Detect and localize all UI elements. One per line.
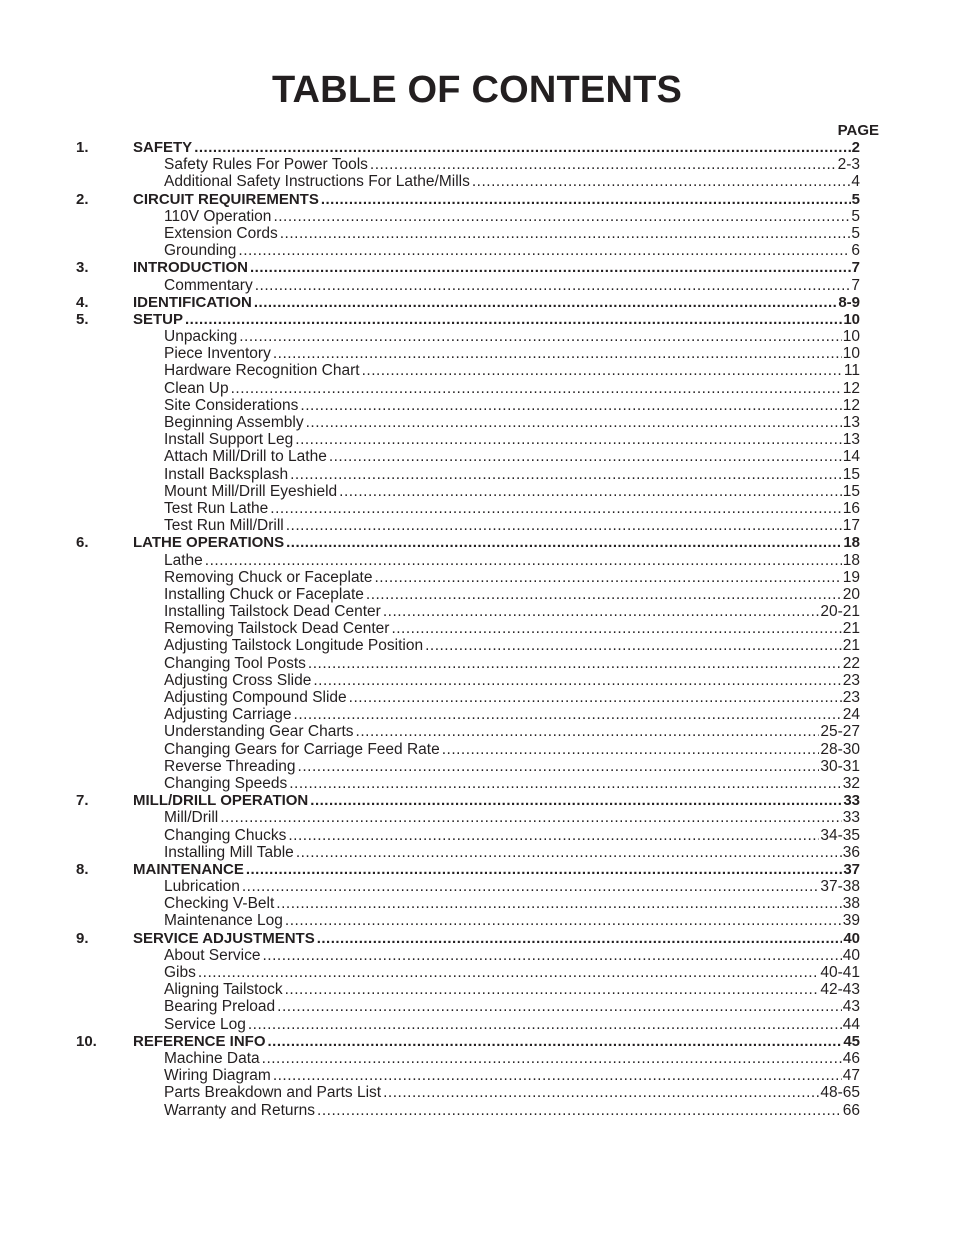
- entry-page: 5: [851, 224, 860, 242]
- toc-entry: [164, 328, 860, 345]
- toc-subsection: [0, 397, 954, 414]
- dot-leader: [472, 173, 851, 190]
- entry-label: REFERENCE INFO: [133, 1032, 266, 1050]
- dot-leader: [248, 1016, 842, 1033]
- section-number: 9.: [76, 929, 89, 947]
- entry-label: Wiring Diagram: [164, 1067, 271, 1085]
- section-number: 2.: [76, 190, 89, 208]
- entry-page: 39: [842, 912, 860, 930]
- dot-leader: [295, 431, 841, 448]
- toc-subsection: [0, 242, 954, 259]
- toc-section: [0, 1033, 954, 1050]
- toc-entry: [164, 431, 860, 448]
- entry-label: Adjusting Compound Slide: [164, 689, 347, 706]
- entry-page: 15: [842, 482, 860, 500]
- entry-label: Safety Rules For Power Tools: [164, 156, 368, 174]
- toc-entry: [164, 380, 860, 397]
- entry-page: 15: [842, 465, 860, 483]
- entry-page: 34-35: [820, 826, 860, 844]
- toc-entry: [133, 139, 860, 156]
- toc-section: [0, 534, 954, 551]
- toc-entry: [164, 827, 860, 844]
- entry-label: Beginning Assembly: [164, 414, 304, 431]
- entry-page: 33: [843, 792, 860, 810]
- section-number: 6.: [76, 534, 89, 552]
- toc-entry: [164, 1084, 860, 1101]
- entry-page: 4: [851, 173, 860, 191]
- toc-subsection: [0, 414, 954, 431]
- toc-subsection: [0, 362, 954, 379]
- toc-entry: [164, 1050, 860, 1067]
- toc-section: [0, 311, 954, 328]
- entry-page: 7: [851, 276, 860, 294]
- toc-entry: [133, 1033, 860, 1050]
- toc-entry: [164, 1102, 860, 1119]
- toc-entry: [164, 466, 860, 483]
- toc-entry: [133, 191, 860, 208]
- entry-page: 47: [842, 1067, 860, 1085]
- dot-leader: [268, 1033, 843, 1050]
- table-of-contents: [0, 139, 954, 1119]
- dot-leader: [308, 655, 842, 672]
- toc-entry: [164, 741, 860, 758]
- dot-leader: [194, 139, 850, 156]
- toc-entry: [164, 517, 860, 534]
- dot-leader: [349, 689, 842, 706]
- toc-entry: [164, 689, 860, 706]
- toc-subsection: [0, 878, 954, 895]
- entry-page: 10: [842, 345, 860, 363]
- toc-entry: [133, 294, 860, 311]
- dot-leader: [242, 878, 820, 895]
- entry-page: 42-43: [820, 981, 860, 999]
- dot-leader: [286, 517, 842, 534]
- dot-leader: [298, 758, 820, 775]
- section-number: 7.: [76, 792, 89, 810]
- toc-subsection: [0, 1102, 954, 1119]
- entry-page: 36: [842, 843, 860, 861]
- entry-page: 12: [842, 396, 860, 414]
- dot-leader: [362, 362, 843, 379]
- toc-entry: [133, 792, 860, 809]
- dot-leader: [286, 534, 842, 551]
- toc-subsection: [0, 586, 954, 603]
- entry-page: 24: [842, 706, 860, 724]
- entry-label: Machine Data: [164, 1049, 260, 1067]
- toc-subsection: [0, 483, 954, 500]
- toc-entry: [164, 809, 860, 826]
- entry-page: 10: [843, 310, 860, 328]
- dot-leader: [285, 981, 820, 998]
- entry-page: 40-41: [820, 964, 860, 981]
- dot-leader: [270, 500, 841, 517]
- toc-entry: [133, 861, 860, 878]
- toc-entry: [164, 277, 860, 294]
- entry-label: Lubrication: [164, 878, 240, 896]
- toc-section: [0, 294, 954, 311]
- entry-page: 48-65: [820, 1084, 860, 1102]
- entry-page: 5: [851, 207, 860, 225]
- dot-leader: [262, 1050, 842, 1067]
- entry-page: 38: [842, 895, 860, 913]
- entry-label: Bearing Preload: [164, 998, 276, 1016]
- entry-page: 44: [842, 1015, 860, 1033]
- entry-label: Attach Mill/Drill to Lathe: [164, 448, 327, 466]
- section-number: 5.: [76, 310, 89, 328]
- dot-leader: [277, 998, 842, 1015]
- dot-leader: [339, 483, 842, 500]
- dot-leader: [356, 723, 820, 740]
- entry-label: 110V Operation: [164, 207, 272, 225]
- entry-label: Installing Mill Table: [164, 843, 294, 861]
- entry-label: Adjusting Carriage: [164, 706, 292, 724]
- section-number: 8.: [76, 860, 89, 878]
- toc-entry: [164, 981, 860, 998]
- entry-page: 13: [842, 431, 860, 449]
- entry-label: Test Run Lathe: [164, 499, 269, 517]
- entry-page: 18: [843, 534, 860, 552]
- section-number: 10.: [76, 1032, 97, 1050]
- dot-leader: [366, 586, 842, 603]
- section-number: 4.: [76, 293, 89, 311]
- toc-section: [0, 259, 954, 276]
- dot-leader: [273, 208, 850, 225]
- entry-label: Changing Chucks: [164, 826, 287, 844]
- toc-subsection: [0, 1067, 954, 1084]
- toc-entry: [164, 706, 860, 723]
- toc-entry: [164, 620, 860, 637]
- toc-subsection: [0, 569, 954, 586]
- entry-page: 18: [842, 551, 860, 569]
- toc-section: [0, 792, 954, 809]
- toc-entry: [164, 964, 860, 981]
- toc-subsection: [0, 741, 954, 758]
- toc-subsection: [0, 431, 954, 448]
- toc-subsection: [0, 156, 954, 173]
- toc-subsection: [0, 827, 954, 844]
- toc-entry: [164, 208, 860, 225]
- toc-subsection: [0, 964, 954, 981]
- dot-leader: [317, 1102, 842, 1119]
- toc-entry: [133, 930, 860, 947]
- entry-label: Grounding: [164, 242, 237, 260]
- toc-subsection: [0, 500, 954, 517]
- entry-page: 40: [843, 929, 860, 947]
- dot-leader: [238, 242, 850, 259]
- toc-entry: [164, 878, 860, 895]
- dot-leader: [294, 706, 842, 723]
- entry-label: Removing Chuck or Faceplate: [164, 568, 373, 586]
- page-column-header: PAGE: [837, 122, 879, 139]
- entry-label: MILL/DRILL OPERATION: [133, 792, 309, 810]
- toc-entry: [164, 173, 860, 190]
- dot-leader: [391, 620, 841, 637]
- toc-subsection: [0, 689, 954, 706]
- entry-label: Piece Inventory: [164, 345, 271, 363]
- toc-subsection: [0, 655, 954, 672]
- dot-leader: [383, 1084, 819, 1101]
- entry-label: Installing Tailstock Dead Center: [164, 603, 381, 621]
- dot-leader: [321, 191, 851, 208]
- toc-entry: [164, 1016, 860, 1033]
- toc-subsection: [0, 603, 954, 620]
- entry-label: Changing Tool Posts: [164, 654, 306, 672]
- toc-subsection: [0, 844, 954, 861]
- entry-page: 33: [842, 809, 860, 827]
- entry-label: LATHE OPERATIONS: [133, 534, 285, 552]
- entry-page: 12: [842, 379, 860, 397]
- entry-label: Lathe: [164, 551, 203, 569]
- entry-page: 13: [842, 414, 860, 431]
- entry-page: 23: [842, 671, 860, 689]
- toc-entry: [164, 912, 860, 929]
- entry-label: Adjusting Tailstock Longitude Position: [164, 637, 424, 655]
- entry-label: SERVICE ADJUSTMENTS: [133, 929, 315, 947]
- toc-entry: [164, 362, 860, 379]
- toc-section: [0, 191, 954, 208]
- entry-page: 45: [843, 1032, 860, 1050]
- entry-label: Gibs: [164, 964, 196, 981]
- entry-page: 19: [842, 568, 860, 586]
- dot-leader: [306, 414, 842, 431]
- dot-leader: [317, 930, 843, 947]
- entry-label: Additional Safety Instructions For Lathe/Mills: [164, 173, 470, 191]
- entry-label: Changing Speeds: [164, 774, 288, 792]
- toc-subsection: [0, 1050, 954, 1067]
- toc-entry: [164, 895, 860, 912]
- toc-subsection: [0, 208, 954, 225]
- toc-entry: [133, 534, 860, 551]
- dot-leader: [254, 294, 837, 311]
- toc-section: [0, 139, 954, 156]
- entry-page: 5: [851, 190, 860, 208]
- toc-subsection: [0, 1016, 954, 1033]
- toc-subsection: [0, 173, 954, 190]
- entry-label: Checking V-Belt: [164, 895, 275, 913]
- entry-label: Reverse Threading: [164, 757, 296, 775]
- dot-leader: [198, 964, 819, 981]
- toc-entry: [133, 311, 860, 328]
- dot-leader: [239, 328, 842, 345]
- toc-entry: [164, 345, 860, 362]
- toc-subsection: [0, 809, 954, 826]
- toc-subsection: [0, 345, 954, 362]
- toc-subsection: [0, 552, 954, 569]
- toc-subsection: [0, 775, 954, 792]
- entry-label: Adjusting Cross Slide: [164, 671, 312, 689]
- toc-entry: [164, 397, 860, 414]
- dot-leader: [442, 741, 820, 758]
- entry-label: Mill/Drill: [164, 809, 219, 827]
- dot-leader: [205, 552, 842, 569]
- toc-entry: [164, 947, 860, 964]
- entry-page: 11: [843, 362, 860, 380]
- entry-page: 17: [842, 517, 860, 535]
- toc-entry: [164, 655, 860, 672]
- dot-leader: [276, 895, 841, 912]
- toc-subsection: [0, 672, 954, 689]
- toc-subsection: [0, 998, 954, 1015]
- toc-subsection: [0, 466, 954, 483]
- toc-entry: [164, 500, 860, 517]
- dot-leader: [296, 844, 842, 861]
- entry-page: 40: [842, 946, 860, 964]
- entry-label: Unpacking: [164, 328, 238, 346]
- page-title: TABLE OF CONTENTS: [271, 69, 683, 111]
- toc-subsection: [0, 1084, 954, 1101]
- entry-label: Service Log: [164, 1015, 246, 1033]
- toc-entry: [164, 603, 860, 620]
- toc-subsection: [0, 448, 954, 465]
- dot-leader: [250, 259, 851, 276]
- toc-entry: [164, 1067, 860, 1084]
- section-number: 1.: [76, 139, 89, 156]
- dot-leader: [280, 225, 851, 242]
- toc-entry: [164, 483, 860, 500]
- entry-label: Aligning Tailstock: [164, 981, 283, 999]
- toc-entry: [164, 586, 860, 603]
- dot-leader: [231, 380, 842, 397]
- toc-entry: [164, 672, 860, 689]
- toc-entry: [164, 225, 860, 242]
- entry-page: 2: [851, 139, 860, 156]
- dot-leader: [310, 792, 842, 809]
- dot-leader: [273, 345, 842, 362]
- dot-leader: [300, 397, 841, 414]
- dot-leader: [255, 277, 851, 294]
- dot-leader: [273, 1067, 842, 1084]
- entry-label: SETUP: [133, 310, 184, 328]
- entry-label: IDENTIFICATION: [133, 293, 252, 311]
- entry-page: 37-38: [820, 878, 860, 896]
- toc-entry: [164, 552, 860, 569]
- entry-page: 30-31: [820, 757, 860, 775]
- entry-page: 25-27: [820, 723, 860, 741]
- entry-label: Mount Mill/Drill Eyeshield: [164, 482, 338, 500]
- toc-subsection: [0, 328, 954, 345]
- toc-entry: [164, 414, 860, 431]
- dot-leader: [329, 448, 842, 465]
- entry-page: 23: [842, 689, 860, 706]
- toc-subsection: [0, 758, 954, 775]
- entry-label: CIRCUIT REQUIREMENTS: [133, 190, 319, 208]
- toc-entry: [164, 242, 860, 259]
- entry-label: INTRODUCTION: [133, 259, 248, 277]
- entry-page: 2-3: [837, 156, 860, 174]
- toc-subsection: [0, 277, 954, 294]
- toc-subsection: [0, 706, 954, 723]
- dot-leader: [370, 156, 837, 173]
- toc-subsection: [0, 380, 954, 397]
- toc-section: [0, 861, 954, 878]
- toc-subsection: [0, 981, 954, 998]
- toc-subsection: [0, 637, 954, 654]
- toc-entry: [164, 569, 860, 586]
- entry-page: 16: [842, 499, 860, 517]
- dot-leader: [185, 311, 842, 328]
- toc-subsection: [0, 912, 954, 929]
- entry-page: 14: [842, 448, 860, 466]
- toc-entry: [164, 723, 860, 740]
- entry-label: Hardware Recognition Chart: [164, 362, 360, 380]
- entry-page: 6: [851, 242, 860, 260]
- entry-page: 7: [851, 259, 860, 277]
- toc-entry: [164, 156, 860, 173]
- entry-page: 66: [842, 1101, 860, 1119]
- toc-subsection: [0, 517, 954, 534]
- entry-label: Install Support Leg: [164, 431, 294, 449]
- toc-entry: [164, 998, 860, 1015]
- entry-page: 21: [842, 637, 860, 655]
- toc-entry: [164, 758, 860, 775]
- toc-entry: [164, 637, 860, 654]
- entry-label: SAFETY: [133, 139, 193, 156]
- dot-leader: [289, 775, 842, 792]
- entry-page: 32: [842, 774, 860, 792]
- entry-label: Installing Chuck or Faceplate: [164, 585, 364, 603]
- dot-leader: [285, 912, 842, 929]
- entry-label: Warranty and Returns: [164, 1101, 316, 1119]
- entry-page: 37: [843, 860, 860, 878]
- entry-label: Commentary: [164, 276, 253, 294]
- toc-subsection: [0, 225, 954, 242]
- entry-page: 43: [842, 998, 860, 1016]
- dot-leader: [220, 809, 842, 826]
- toc-entry: [164, 844, 860, 861]
- entry-label: Changing Gears for Carriage Feed Rate: [164, 740, 440, 758]
- toc-entry: [133, 259, 860, 276]
- entry-label: MAINTENANCE: [133, 860, 244, 878]
- entry-label: Install Backsplash: [164, 465, 289, 483]
- entry-page: 21: [842, 620, 860, 638]
- dot-leader: [263, 947, 842, 964]
- entry-label: Test Run Mill/Drill: [164, 517, 284, 535]
- entry-page: 46: [842, 1049, 860, 1067]
- toc-entry: [164, 775, 860, 792]
- entry-label: Removing Tailstock Dead Center: [164, 620, 390, 638]
- entry-label: Clean Up: [164, 379, 229, 397]
- entry-label: Parts Breakdown and Parts List: [164, 1084, 382, 1102]
- dot-leader: [288, 827, 819, 844]
- toc-entry: [164, 448, 860, 465]
- toc-subsection: [0, 895, 954, 912]
- dot-leader: [246, 861, 842, 878]
- dot-leader: [425, 637, 842, 654]
- dot-leader: [313, 672, 841, 689]
- entry-label: Maintenance Log: [164, 912, 283, 930]
- dot-leader: [383, 603, 820, 620]
- entry-label: About Service: [164, 946, 261, 964]
- entry-label: Understanding Gear Charts: [164, 723, 354, 741]
- entry-page: 8-9: [838, 293, 860, 311]
- entry-label: Site Considerations: [164, 396, 299, 414]
- toc-subsection: [0, 723, 954, 740]
- entry-page: 22: [842, 654, 860, 672]
- toc-section: [0, 930, 954, 947]
- section-number: 3.: [76, 259, 89, 277]
- dot-leader: [290, 466, 842, 483]
- toc-subsection: [0, 620, 954, 637]
- entry-page: 20: [842, 585, 860, 603]
- toc-subsection: [0, 947, 954, 964]
- entry-page: 20-21: [820, 603, 860, 621]
- dot-leader: [375, 569, 842, 586]
- entry-label: Extension Cords: [164, 224, 278, 242]
- entry-page: 10: [842, 328, 860, 346]
- entry-page: 28-30: [820, 740, 860, 758]
